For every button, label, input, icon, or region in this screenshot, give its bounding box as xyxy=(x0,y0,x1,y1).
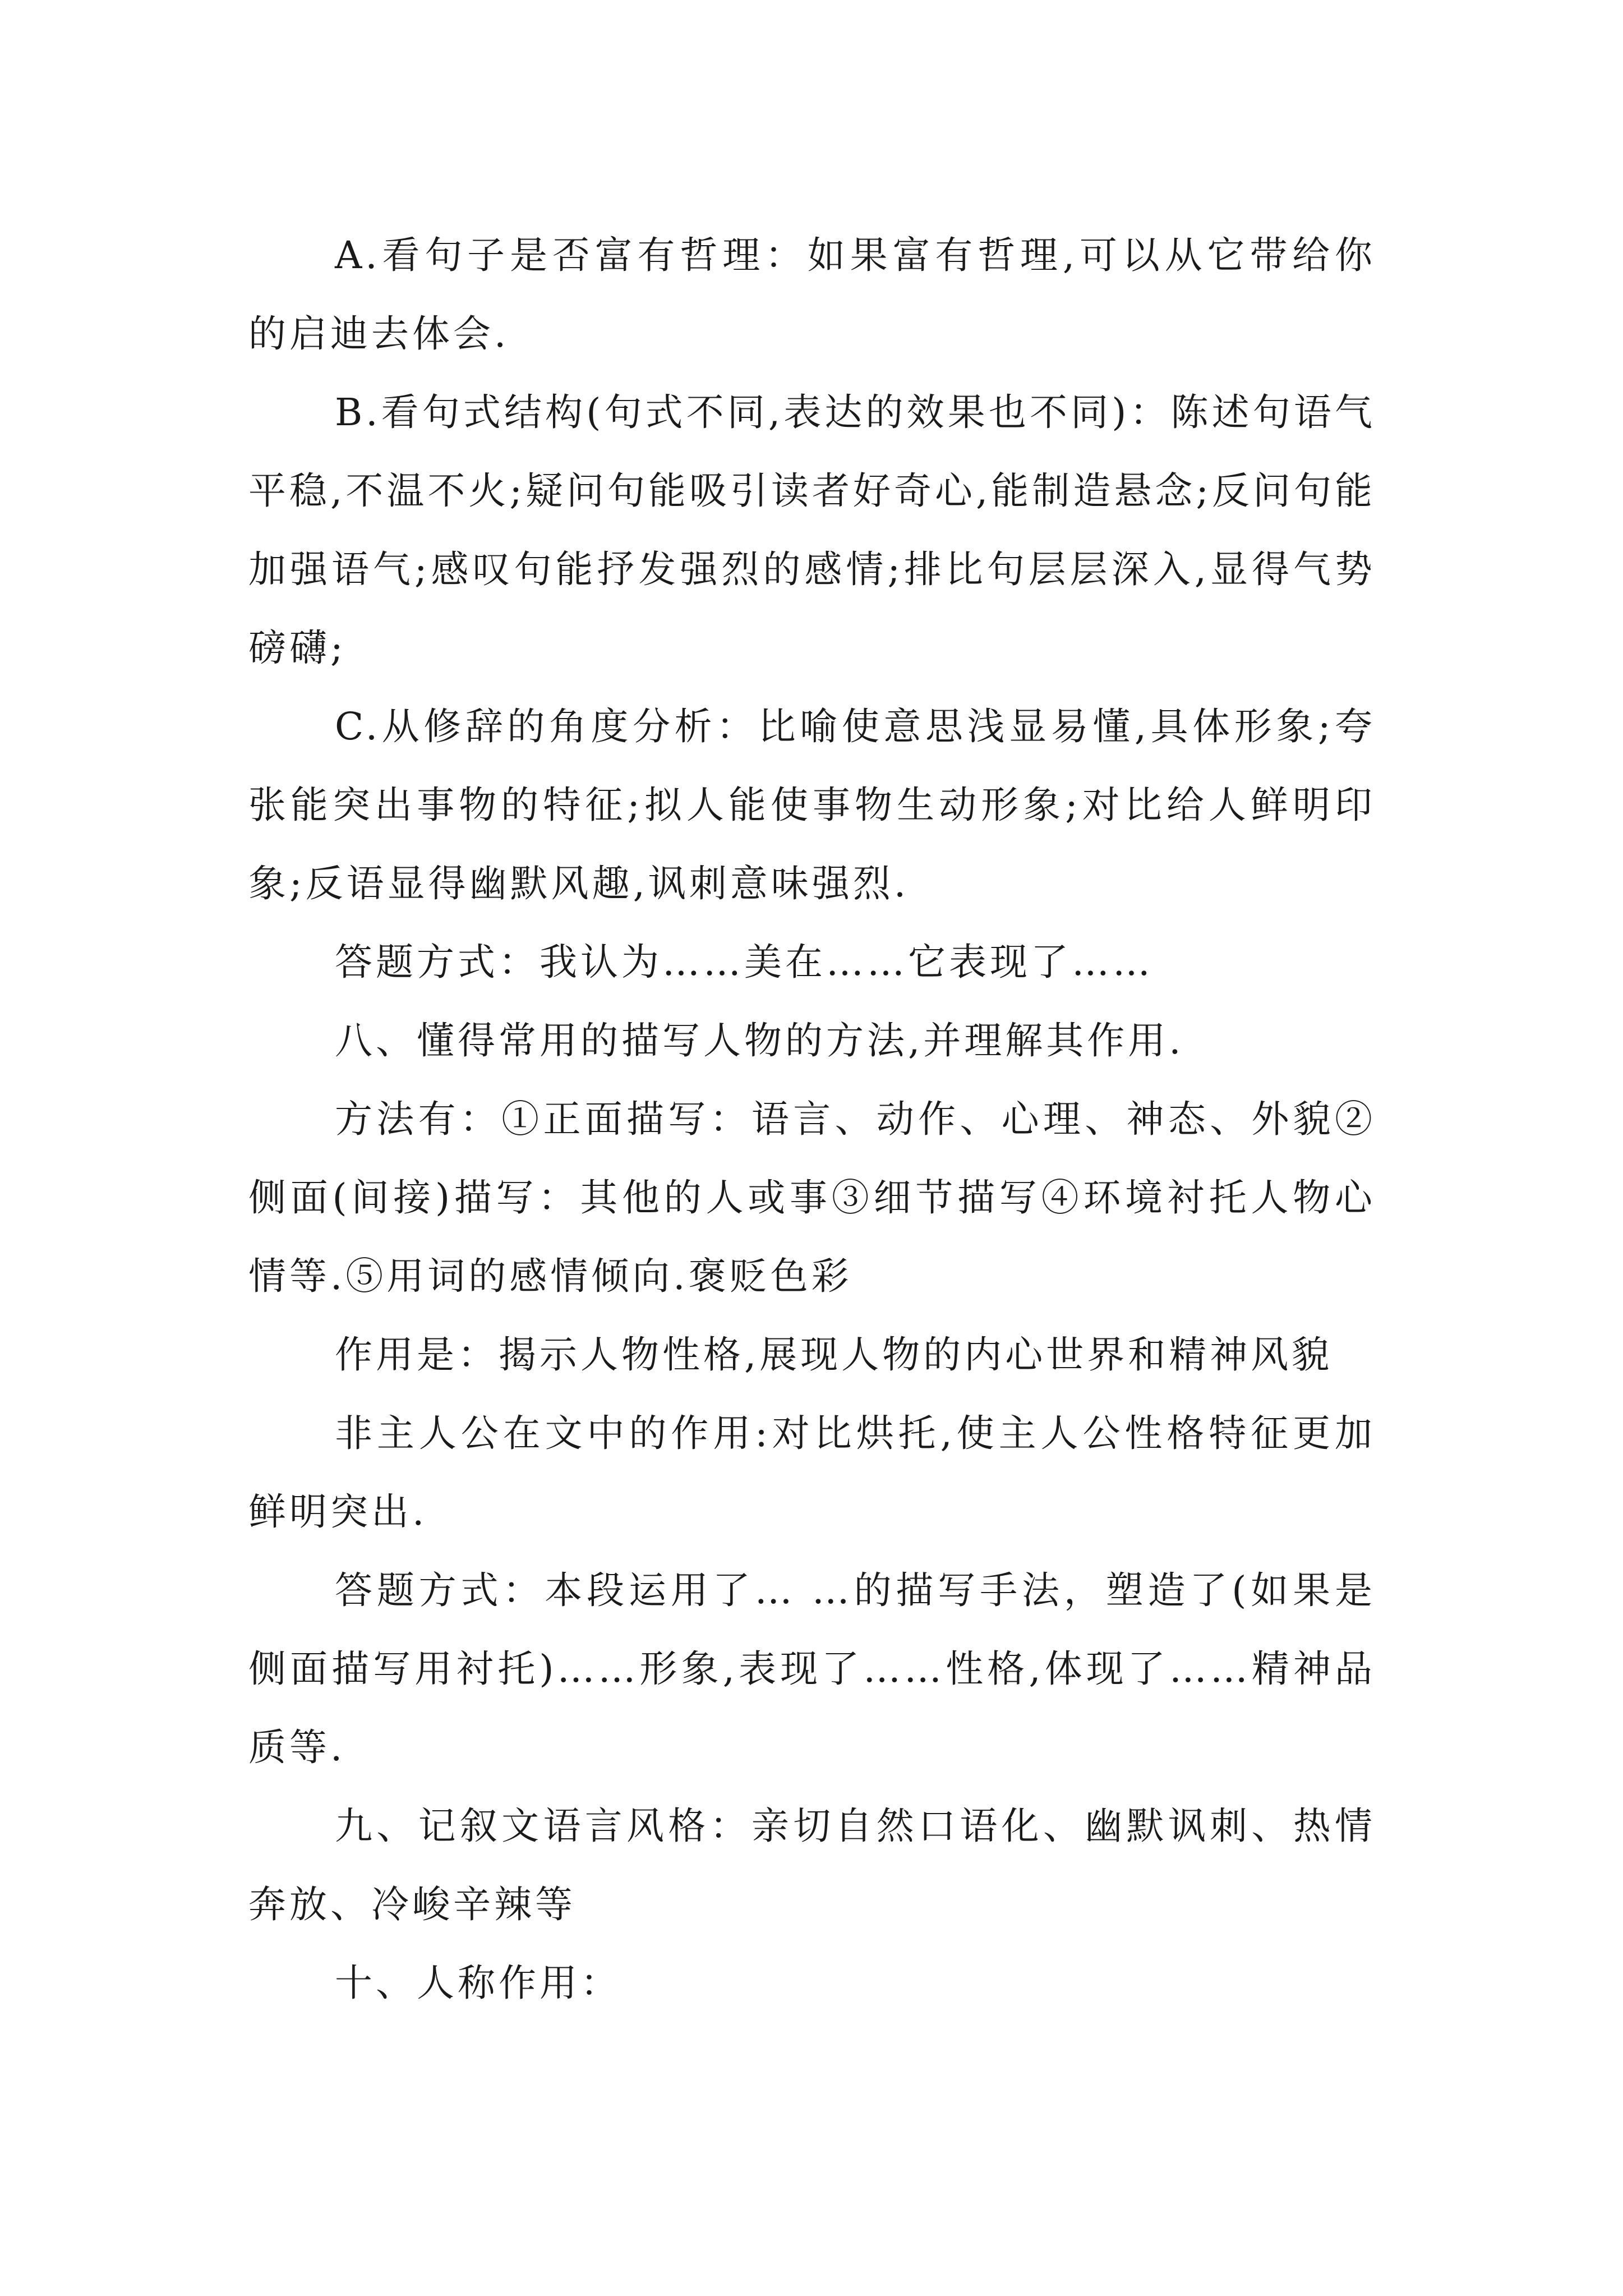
heading-section-10: 十、人称作用： xyxy=(335,1961,621,2005)
heading-section-9: 九、记叙文语言风格：亲切自然口语化、幽默讽刺、热情奔放、冷峻辛辣等 xyxy=(248,1804,1376,1926)
document-page xyxy=(248,216,1376,2022)
paragraph-sentence-structure: B.看句式结构(句式不同,表达的效果也不同)：陈述句语气平稳,不温不火;疑问句能吸引读者好奇心,能制造悬念;反问句能加强语气;感叹句能抒发强烈的感情;排比句层层深入,显得气势磅礴; xyxy=(248,390,1376,670)
paragraph-description-methods: 方法有：①正面描写：语言、动作、心理、神态、外貌②侧面(间接)描写：其他的人或事③细节描写④环境衬托人物心情等.⑤用词的感情倾向.褒贬色彩 xyxy=(248,1097,1376,1298)
paragraph-answer-format-1: 答题方式：我认为……美在……它表现了…… xyxy=(335,940,1154,984)
paragraph-description-function: 作用是：揭示人物性格,展现人物的内心世界和精神风貌 xyxy=(335,1333,1333,1377)
paragraph-answer-format-2: 答题方式：本段运用了… …的描写手法，塑造了(如果是侧面描写用衬托)……形象,表现了……性格,体现了……精神品质等. xyxy=(248,1568,1376,1769)
paragraph-rhetoric: C.从修辞的角度分析：比喻使意思浅显易懂,具体形象;夸张能突出事物的特征;拟人能使事物生动形象;对比给人鲜明印象;反语显得幽默风趣,讽刺意味强烈. xyxy=(248,705,1376,905)
heading-section-8: 八、懂得常用的描写人物的方法,并理解其作用. xyxy=(335,1019,1184,1062)
paragraph-supporting-character: 非主人公在文中的作用:对比烘托,使主人公性格特征更加鲜明突出. xyxy=(248,1411,1376,1534)
paragraph-reading-philosophy: A.看句子是否富有哲理：如果富有哲理,可以从它带给你的启迪去体会. xyxy=(248,233,1376,356)
